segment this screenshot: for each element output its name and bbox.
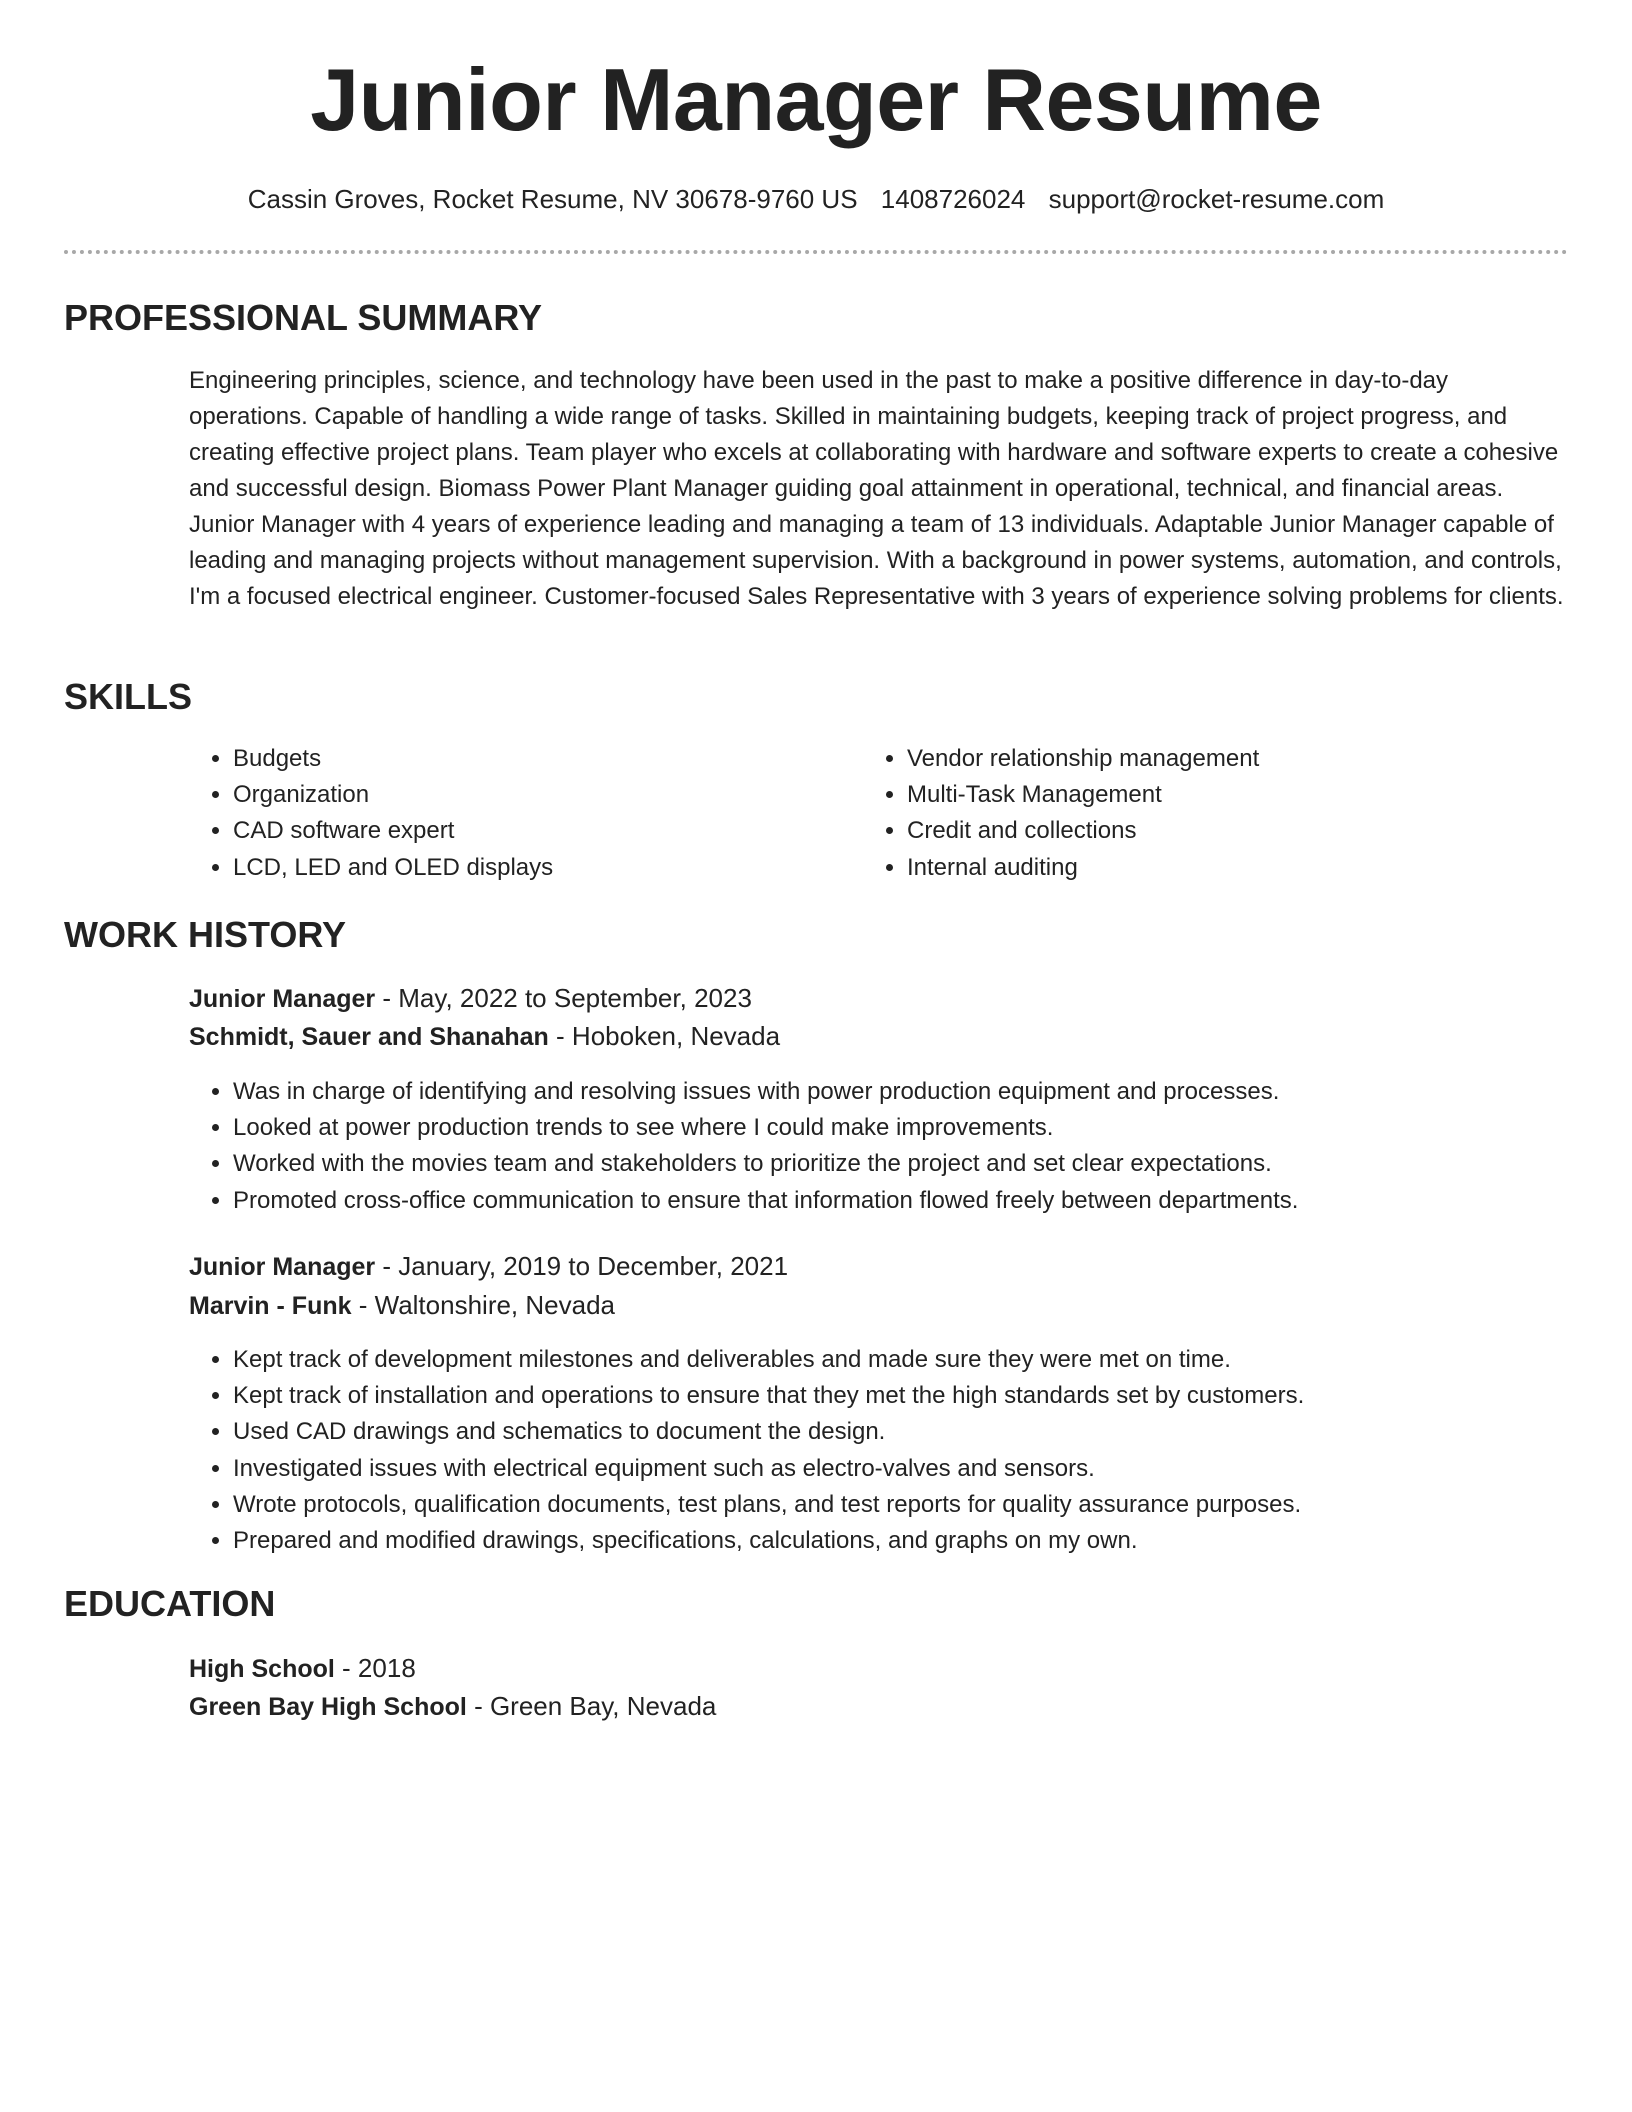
job-2-title-line bbox=[189, 1248, 788, 1285]
skills-heading: SKILLS bbox=[64, 676, 193, 717]
job-1-title-line bbox=[189, 980, 752, 1017]
duty-item: • Was in charge of identifying and resolving issues with power production equipment and processes. bbox=[233, 1074, 1569, 1110]
skill-item: • Credit and collections bbox=[907, 813, 1523, 849]
duty-item: • Worked with the movies team and stakeholders to prioritize the project and set clear expectations. bbox=[233, 1146, 1569, 1182]
job-2-duties bbox=[189, 1342, 1569, 1559]
job-1-company: Schmidt, Sauer and Shanahan bbox=[189, 1023, 549, 1051]
job-2-dates: - January, 2019 to December, 2021 bbox=[375, 1251, 789, 1281]
contact-address: Cassin Groves, Rocket Resume, NV 30678-9760 US bbox=[247, 184, 858, 214]
job-2-title: Junior Manager bbox=[189, 1253, 376, 1281]
job-2-company-line bbox=[189, 1287, 615, 1324]
skills-right-list bbox=[863, 741, 1523, 886]
job-1-company-line bbox=[189, 1018, 780, 1055]
education-school: Green Bay High School bbox=[189, 1693, 467, 1721]
education-heading: EDUCATION bbox=[64, 1583, 276, 1624]
job-2-company: Marvin - Funk bbox=[189, 1292, 352, 1320]
education-school-line bbox=[189, 1688, 716, 1725]
summary-text: Engineering principles, science, and technology have been used in the past to make a positive difference in day-to-day operations. Capable of handling a wide range of tasks. Skilled in maintaining budgets, keeping track of project progress, and creating effective project plans. Team player who excels at collaborating with hardware and software experts to create a cohesive and successful design. Biomass Power Plant Manager guiding goal attainment in operational, technical, and financial areas. Junior Manager with 4 years of experience leading and managing a team of 13 individuals. Adaptable Junior Manager capable of leading and managing projects without management supervision. With a background in power systems, automation, and controls, I'm a focused electrical engineer. Customer-focused Sales Representative with 3 years of experience solving problems for clients. bbox=[189, 367, 1564, 610]
skill-item: • Vendor relationship management bbox=[907, 741, 1523, 777]
job-1-location: - Hoboken, Nevada bbox=[548, 1021, 781, 1051]
education-degree: High School bbox=[189, 1655, 335, 1683]
skill-item: • Budgets bbox=[233, 741, 849, 777]
duty-item: • Kept track of development milestones and deliverables and made sure they were met on time. bbox=[233, 1342, 1569, 1378]
skill-item: • CAD software expert bbox=[233, 813, 849, 849]
work-heading: WORK HISTORY bbox=[64, 914, 347, 955]
skills-right-column bbox=[863, 741, 1523, 886]
skill-item: • Internal auditing bbox=[907, 850, 1523, 886]
skills-left-list bbox=[189, 741, 849, 886]
job-1-title: Junior Manager bbox=[189, 985, 376, 1013]
job-1-duties bbox=[189, 1074, 1569, 1219]
job-2-location: - Waltonshire, Nevada bbox=[351, 1290, 615, 1320]
duty-item: • Investigated issues with electrical equipment such as electro-valves and sensors. bbox=[233, 1451, 1569, 1487]
job-2-duties-list bbox=[189, 1342, 1569, 1559]
duty-item: • Prepared and modified drawings, specifications, calculations, and graphs on my own. bbox=[233, 1523, 1569, 1559]
header-divider bbox=[64, 250, 1568, 254]
summary-heading: PROFESSIONAL SUMMARY bbox=[64, 297, 543, 338]
duty-item: • Looked at power production trends to see where I could make improvements. bbox=[233, 1110, 1569, 1146]
skill-item: • Organization bbox=[233, 777, 849, 813]
education-degree-line bbox=[189, 1650, 416, 1687]
contact-line bbox=[0, 181, 1632, 217]
duty-item: • Wrote protocols, qualification documents, test plans, and test reports for quality assurance purposes. bbox=[233, 1487, 1569, 1523]
job-1-duties-list bbox=[189, 1074, 1569, 1219]
skill-item: • LCD, LED and OLED displays bbox=[233, 850, 849, 886]
resume-title: Junior Manager Resume bbox=[310, 50, 1322, 149]
duty-item: • Promoted cross-office communication to ensure that information flowed freely between departments. bbox=[233, 1183, 1569, 1219]
skills-left-column bbox=[189, 741, 849, 886]
duty-item: • Used CAD drawings and schematics to document the design. bbox=[233, 1414, 1569, 1450]
skill-item: • Multi-Task Management bbox=[907, 777, 1523, 813]
education-location: - Green Bay, Nevada bbox=[466, 1691, 717, 1721]
contact-phone: 1408726024 bbox=[880, 184, 1026, 214]
duty-item: • Kept track of installation and operations to ensure that they met the high standards set by customers. bbox=[233, 1378, 1569, 1414]
education-year: - 2018 bbox=[334, 1653, 416, 1683]
contact-email: support@rocket-resume.com bbox=[1048, 184, 1385, 214]
job-1-dates: - May, 2022 to September, 2023 bbox=[375, 983, 752, 1013]
